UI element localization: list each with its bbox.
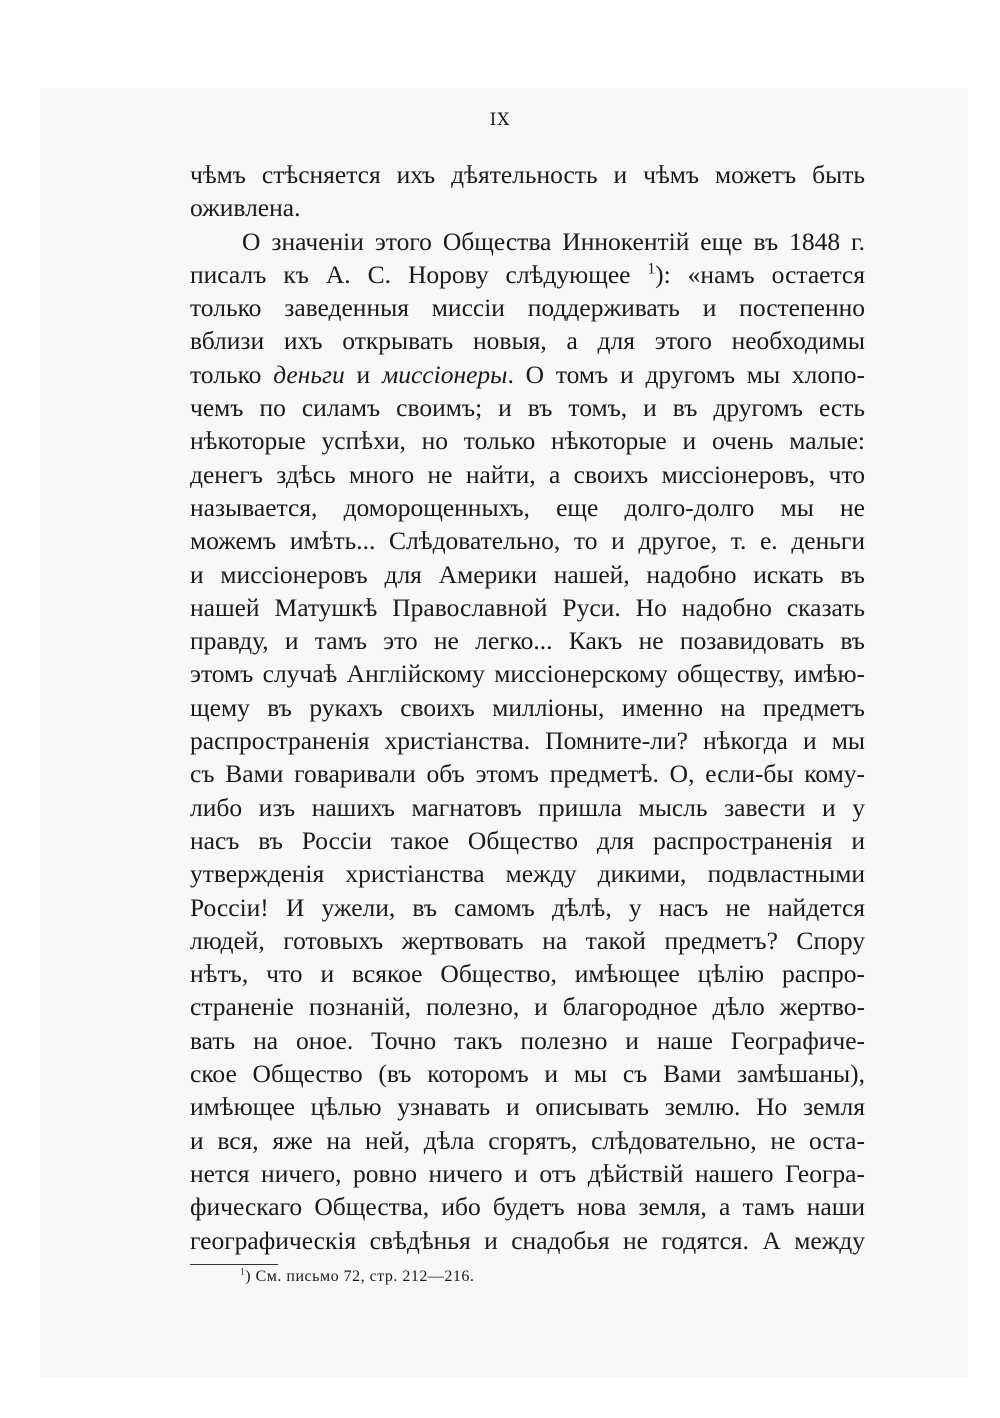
text-line: страненiе познанiй, полезно, и благородное дѣло жертво- <box>190 992 865 1022</box>
paragraph-start-line: О значенiи этого Общества Иннокентiй еще въ 1848 г. <box>242 226 865 256</box>
body-text <box>190 158 865 1257</box>
text-line: имѣющее цѣлью узнавать и описывать землю. Но земля <box>190 1092 865 1122</box>
footnote-mark: 1 <box>240 1266 246 1278</box>
text-line: чемъ по силамъ своимъ; и въ томъ, и въ другомъ есть <box>190 393 865 423</box>
text-line: Россiи! И ужели, въ самомъ дѣлѣ, у насъ не найдется <box>190 892 865 922</box>
text-line: нашей Матушкѣ Православной Руси. Но надобно сказать <box>190 592 865 622</box>
text-line: нется ничего, ровно ничего и отъ дѣйствiй нашего Геогра- <box>190 1158 865 1188</box>
text-line: насъ въ Россiи такое Общество для распространенiя и <box>190 825 865 855</box>
footnote <box>240 1268 474 1286</box>
text-line: и вся, яже на ней, дѣла сгорятъ, слѣдовательно, не оста- <box>190 1125 865 1155</box>
text-line: съ Вами говаривали объ этомъ предметѣ. О, если-бы кому- <box>190 759 865 789</box>
text-line: географическiя свѣдѣнья и снадобья не годятся. А между <box>190 1225 865 1255</box>
text-line: утвержденiя христiанства между дикими, подвластными <box>190 859 865 889</box>
emphasis-missionaries: миссiонеры <box>381 359 508 389</box>
text-line: щему въ рукахъ своихъ миллiоны, именно на предметъ <box>190 692 865 722</box>
text-segment: только <box>190 359 274 389</box>
text-line: чѣмъ стѣсняется ихъ дѣятельность и чѣмъ можетъ быть <box>190 160 865 189</box>
text-line: фическаго Общества, ибо будетъ нова земля, а тамъ наши <box>190 1192 865 1222</box>
page-number: IX <box>489 110 511 130</box>
footnote-reference: 1 <box>647 260 656 278</box>
text-line: вать на оное. Точно такъ полезно и наше Географиче- <box>190 1025 865 1055</box>
text-line: этомъ случаѣ Англiйскому миссiонерскому обществу, имѣю- <box>190 659 865 689</box>
text-segment: писалъ къ А. С. Норову слѣдующее <box>190 259 648 289</box>
text-line: и миссiонеровъ для Америки нашей, надобно искать въ <box>190 559 865 589</box>
text-segment: . О томъ и другомъ мы хлопо- <box>507 359 865 389</box>
text-segment: и <box>344 359 382 389</box>
footnote-divider <box>190 1264 278 1265</box>
text-line: распространенiя христiанства. Помните-ли? нѣкогда и мы <box>190 726 865 756</box>
text-segment: ): «намъ остается <box>655 259 865 289</box>
text-line: людей, готовыхъ жертвовать на такой предметъ? Спору <box>190 925 865 955</box>
text-line: вблизи ихъ открывать новыя, а для этого необходимы <box>190 326 865 356</box>
footnote-text: ) См. письмо 72, стр. 212—216. <box>245 1268 475 1285</box>
text-line: оживлена. <box>190 193 301 223</box>
text-line <box>190 358 865 391</box>
text-line: правду, и тамъ это не легко... Какъ не позавидовать въ <box>190 626 865 656</box>
text-line: можемъ имѣть... Слѣдовательно, то и другое, т. е. деньги <box>190 526 865 556</box>
text-line: денегъ здѣсь много не найти, а своихъ миссiонеровъ, что <box>190 459 865 489</box>
text-line: называется, доморощенныхъ, еще долго-долго мы не <box>190 492 865 522</box>
text-line: либо изъ нашихъ магнатовъ пришла мысль завести и у <box>190 792 865 822</box>
emphasis-money: деньги <box>273 359 345 389</box>
text-line: нѣтъ, что и всякое Общество, имѣющее цѣлiю распро- <box>190 959 865 989</box>
text-line: нѣкоторые успѣхи, но только нѣкоторые и очень малые: <box>190 426 865 456</box>
text-line: ское Общество (въ которомъ и мы съ Вами замѣшаны), <box>190 1059 865 1089</box>
text-line: только заведенныя миссiи поддерживать и постепенно <box>190 293 865 323</box>
text-line <box>190 258 865 291</box>
